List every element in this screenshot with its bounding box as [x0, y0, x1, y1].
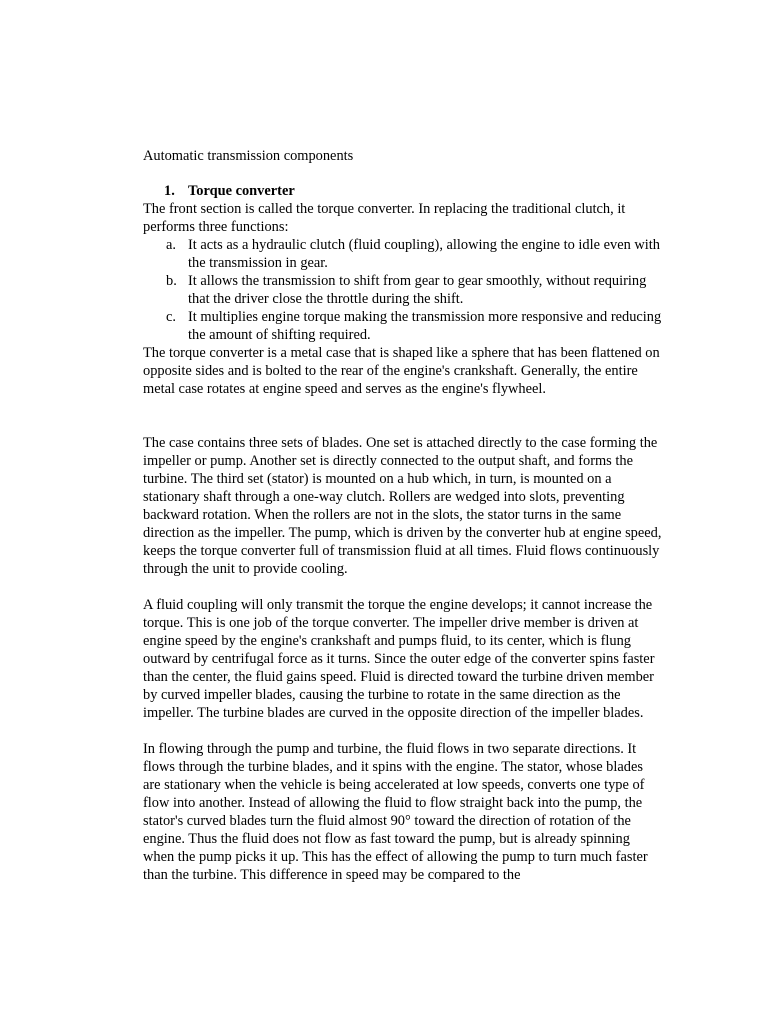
section-number: 1. — [164, 183, 175, 199]
document-body — [143, 147, 663, 884]
list-item-letter: b. — [166, 273, 177, 289]
body-paragraph-blades: The case contains three sets of blades. One set is attached directly to the case forming the impeller or pump. Another set is directly connected to the output shaft, and forms the turbine. The third set (stator) is mounted on a hub which, in turn, is mounted on a stationary shaft through a one-way clutch. Rollers are wedged into slots, preventing backward rotation. When the rollers are not in the slots, the stator turns in the same direction as the impeller. The pump, which is driven by the converter hub at engine speed, keeps the torque converter full of transmission fluid at all times. Fluid flows continuously through the unit to provide cooling. — [143, 435, 662, 577]
section-heading — [164, 182, 663, 200]
list-item-text: It allows the transmission to shift from gear to gear smoothly, without requiring that the driver close the throttle during the shift. — [188, 273, 647, 307]
functions-list — [143, 236, 663, 344]
list-item — [166, 236, 663, 272]
intro-paragraph: The front section is called the torque converter. In replacing the traditional clutch, it performs three functions: — [143, 201, 626, 235]
document-title: Automatic transmission components — [143, 148, 354, 164]
list-item-letter: c. — [166, 309, 176, 325]
list-item — [166, 272, 663, 308]
body-paragraph-case: The torque converter is a metal case that is shaped like a sphere that has been flattened on opposite sides and is bolted to the rear of the engine's crankshaft. Generally, the entire metal case rotates at engine speed and serves as the engine's flywheel. — [143, 345, 660, 397]
section-title: Torque converter — [188, 183, 295, 199]
list-item — [166, 308, 663, 344]
list-item-letter: a. — [166, 237, 176, 253]
list-item-text: It multiplies engine torque making the transmission more responsive and reducing the amount of shifting required. — [188, 309, 662, 343]
body-paragraph-coupling: A fluid coupling will only transmit the torque the engine develops; it cannot increase the torque. This is one job of the torque converter. The impeller drive member is driven at engine speed by the engine's crankshaft and pumps fluid, to its center, which is flung outward by centrifugal force as it turns. Since the outer edge of the converter spins faster than the center, the fluid gains speed. Fluid is directed toward the turbine driven member by curved impeller blades, causing the turbine to rotate in the same direction as the impeller. The turbine blades are curved in the opposite direction of the impeller blades. — [143, 597, 655, 721]
body-paragraph-flow: In flowing through the pump and turbine, the fluid flows in two separate directions. It flows through the turbine blades, and it spins with the engine. The stator, whose blades are stationary when the vehicle is being accelerated at low speeds, converts one type of flow into another. Instead of allowing the fluid to flow straight back into the pump, the stator's curved blades turn the fluid almost 90° toward the direction of rotation of the engine. Thus the fluid does not flow as fast toward the pump, but is already spinning when the pump picks it up. This has the effect of allowing the pump to turn much faster than the turbine. This difference in speed may be compared to the — [143, 741, 648, 883]
list-item-text: It acts as a hydraulic clutch (fluid coupling), allowing the engine to idle even with the transmission in gear. — [188, 237, 660, 271]
